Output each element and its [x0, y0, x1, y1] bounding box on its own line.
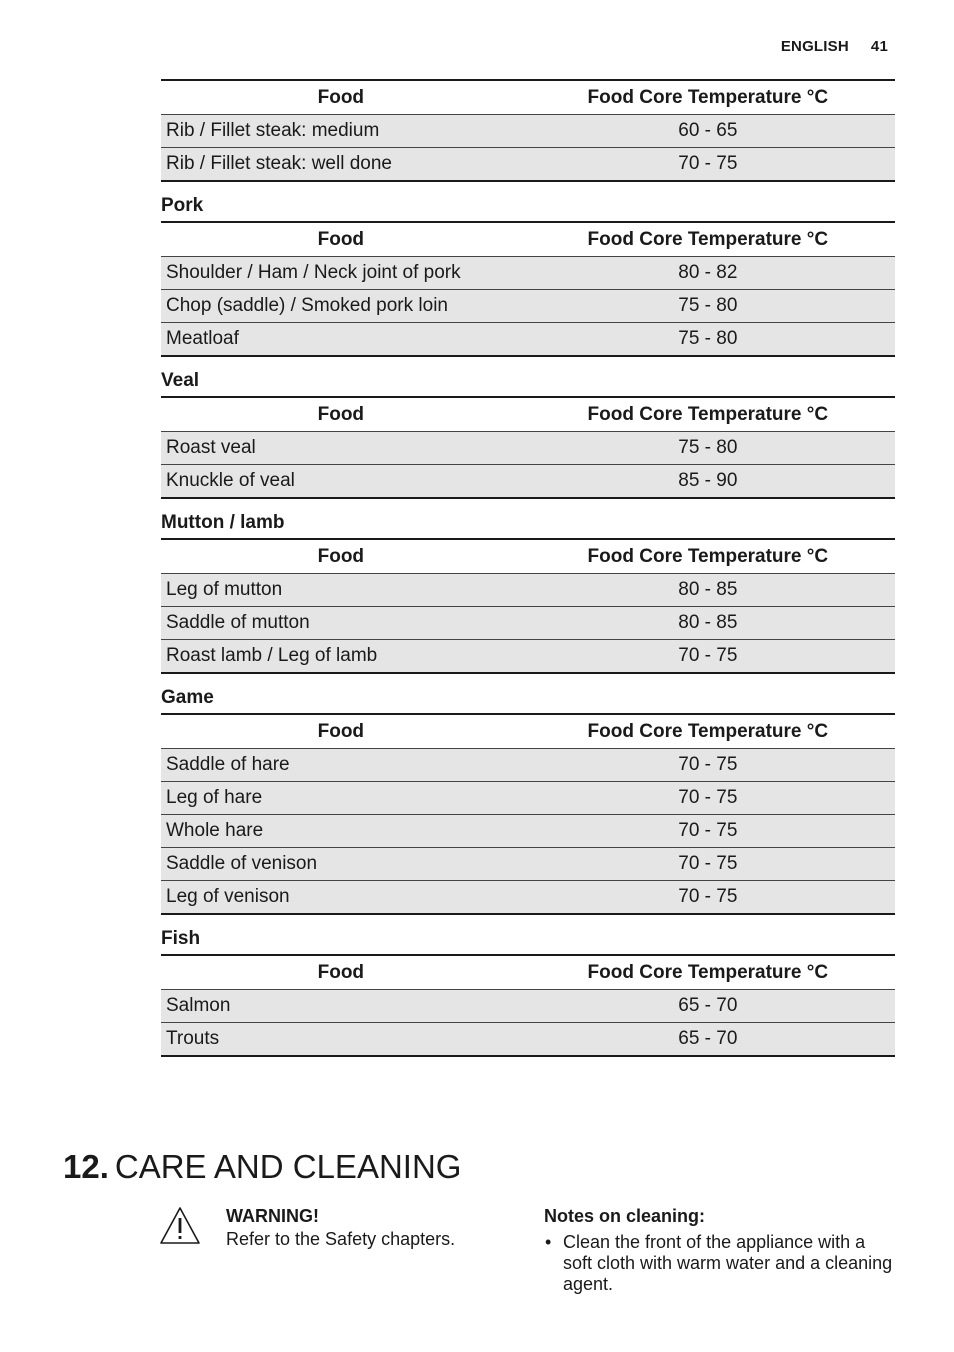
- table-header-row: [161, 714, 895, 749]
- temperature-cell: 80 - 85: [521, 607, 895, 640]
- temperature-cell: 70 - 75: [521, 782, 895, 815]
- table-row: [161, 881, 895, 915]
- temperature-cell: 75 - 80: [521, 432, 895, 465]
- table-header-row: [161, 397, 895, 432]
- temperature-cell: 70 - 75: [521, 640, 895, 674]
- column-header-temperature: Food Core Temperature °C: [521, 80, 895, 115]
- column-header-food: Food: [161, 80, 521, 115]
- column-header-temperature: Food Core Temperature °C: [521, 714, 895, 749]
- header-language: ENGLISH: [780, 38, 849, 55]
- temperature-table: [161, 221, 895, 357]
- food-cell: Rib / Fillet steak: medium: [161, 115, 521, 148]
- cleaning-notes: [544, 1205, 896, 1295]
- food-cell: Saddle of venison: [161, 848, 521, 881]
- food-cell: Roast lamb / Leg of lamb: [161, 640, 521, 674]
- table-title: Game: [161, 687, 214, 708]
- column-header-temperature: Food Core Temperature °C: [521, 955, 895, 990]
- note-text: Clean the front of the appliance with a soft cloth with warm water and a cleaning agent.: [563, 1232, 893, 1294]
- table-row: [161, 115, 895, 148]
- temperature-table: [161, 954, 895, 1057]
- page-header: [781, 38, 888, 55]
- column-header-food: Food: [161, 397, 521, 432]
- food-cell: Shoulder / Ham / Neck joint of pork: [161, 257, 521, 290]
- warning-text: Refer to the Safety chapters.: [226, 1229, 456, 1249]
- table-row: [161, 640, 895, 674]
- column-header-temperature: Food Core Temperature °C: [521, 397, 895, 432]
- table-title: Mutton / lamb: [161, 512, 285, 533]
- temperature-cell: 85 - 90: [521, 465, 895, 499]
- warning-title: WARNING!: [226, 1206, 319, 1226]
- temperature-table: [161, 538, 895, 674]
- temperature-cell: 60 - 65: [521, 115, 895, 148]
- temperature-cell: 80 - 82: [521, 257, 895, 290]
- temperature-cell: 80 - 85: [521, 574, 895, 607]
- temperature-cell: 70 - 75: [521, 881, 895, 915]
- temperature-cell: 70 - 75: [521, 148, 895, 182]
- table-row: [161, 148, 895, 182]
- temperature-cell: 65 - 70: [521, 1023, 895, 1057]
- table-row: [161, 574, 895, 607]
- section-heading: [63, 1147, 461, 1187]
- food-cell: Rib / Fillet steak: well done: [161, 148, 521, 182]
- temperature-cell: 70 - 75: [521, 749, 895, 782]
- table-row: [161, 782, 895, 815]
- table-header-row: [161, 955, 895, 990]
- table-title: Fish: [161, 928, 201, 949]
- table-row: [161, 323, 895, 357]
- column-header-food: Food: [161, 955, 521, 990]
- food-cell: Roast veal: [161, 432, 521, 465]
- table-title: Pork: [161, 195, 204, 216]
- temperature-table: [161, 713, 895, 915]
- food-cell: Leg of hare: [161, 782, 521, 815]
- food-cell: Salmon: [161, 990, 521, 1023]
- table-row: [161, 465, 895, 499]
- temperature-cell: 70 - 75: [521, 815, 895, 848]
- column-header-food: Food: [161, 222, 521, 257]
- warning-triangle-icon: [159, 1206, 201, 1246]
- table-row: [161, 1023, 895, 1057]
- food-cell: Knuckle of veal: [161, 465, 521, 499]
- food-cell: Meatloaf: [161, 323, 521, 357]
- table-row: [161, 990, 895, 1023]
- column-header-food: Food: [161, 714, 521, 749]
- table-row: [161, 257, 895, 290]
- table-row: [161, 607, 895, 640]
- food-cell: Saddle of mutton: [161, 607, 521, 640]
- food-cell: Saddle of hare: [161, 749, 521, 782]
- table-row: [161, 749, 895, 782]
- column-header-temperature: Food Core Temperature °C: [521, 222, 895, 257]
- temperature-table: [161, 396, 895, 499]
- section-number: 12.: [63, 1148, 109, 1185]
- table-row: [161, 290, 895, 323]
- temperature-cell: 75 - 80: [521, 323, 895, 357]
- temperature-cell: 75 - 80: [521, 290, 895, 323]
- column-header-food: Food: [161, 539, 521, 574]
- page-number: 41: [870, 38, 888, 55]
- food-cell: Whole hare: [161, 815, 521, 848]
- table-row: [161, 848, 895, 881]
- food-cell: Leg of venison: [161, 881, 521, 915]
- section-title: CARE AND CLEANING: [114, 1148, 462, 1185]
- list-item: [544, 1232, 896, 1295]
- column-header-temperature: Food Core Temperature °C: [521, 539, 895, 574]
- food-cell: Leg of mutton: [161, 574, 521, 607]
- table-header-row: [161, 222, 895, 257]
- table-header-row: [161, 539, 895, 574]
- food-cell: Chop (saddle) / Smoked pork loin: [161, 290, 521, 323]
- table-row: [161, 432, 895, 465]
- temperature-cell: 70 - 75: [521, 848, 895, 881]
- warning-block: [226, 1205, 455, 1251]
- temperature-table: [161, 79, 895, 182]
- table-header-row: [161, 80, 895, 115]
- temperature-cell: 65 - 70: [521, 990, 895, 1023]
- table-row: [161, 815, 895, 848]
- notes-title: Notes on cleaning:: [544, 1206, 706, 1226]
- temperature-tables: [161, 79, 895, 1057]
- bullet-icon: •: [545, 1232, 552, 1252]
- food-cell: Trouts: [161, 1023, 521, 1057]
- table-title: Veal: [161, 370, 200, 391]
